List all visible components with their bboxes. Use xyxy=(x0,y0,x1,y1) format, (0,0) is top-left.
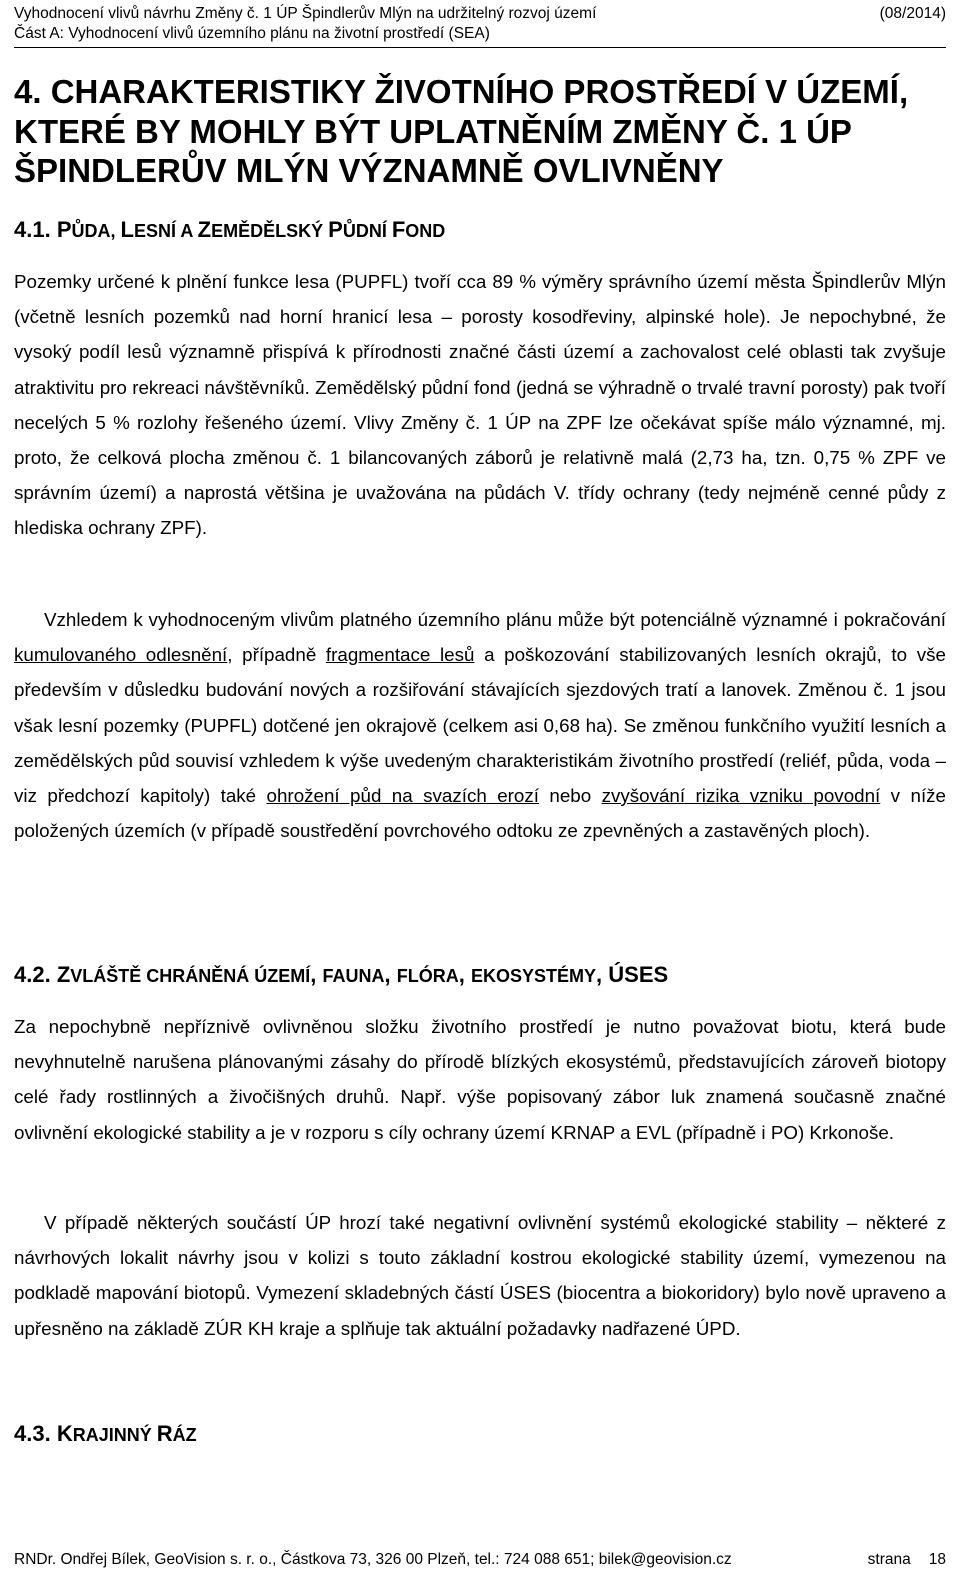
header-date: (08/2014) xyxy=(879,5,946,22)
footer-author-contact: RNDr. Ondřej Bílek, GeoVision s. r. o., Částkova 73, 326 00 Plzeň, tel.: 724 088 651; bilek@geovision.cz xyxy=(14,1551,732,1568)
paragraph-deforestation: Vzhledem k vyhodnoceným vlivům platného územního plánu může být potenciálně významné i pokračování kumulovaného odlesnění, případně fragmentace lesů a poškozování stabilizovaných lesních okrajů, to vše především v důsledku budování nových a rozšiřování stávajících sjezdových tratí a lanovek. Změnou č. 1 jsou však lesní pozemky (PUPFL) dotčené jen okrajově (celkem asi 0,68 ha). Se změnou funkčního využití lesních a zemědělských půd souvisí vzhledem k výše uvedeným charakteristikám životního prostředí (reliéf, půda, voda – viz předchozí kapitoly) také ohrožení půd na svazích erozí nebo zvyšování rizika vzniku povodní v níže položených územích (v případě soustředění povrchového odtoku ze zpevněných a zastavěných ploch). xyxy=(14,609,946,842)
section-heading-4-1: 4.1. PŮDA, LESNÍ A ZEMĚDĚLSKÝ PŮDNÍ FOND xyxy=(14,217,446,242)
page-header xyxy=(14,4,946,48)
underlined-term: ohrožení půd na svazích erozí xyxy=(266,785,539,807)
page-footer xyxy=(14,1550,946,1570)
paragraph-biota: Za nepochybně nepříznivě ovlivněnou složku životního prostředí je nutno považovat biotu, která bude nevyhnutelně narušena plánovanými zásahy do přírodě blízkých ekosystémů, představujících zároveň biotopy celé řady rostlinných a živočišných druhů. Např. výše popisovaný zábor luk znamená současně značné ovlivnění ekologické stability a je v rozporu s cíly ochrany území KRNAP a EVL (případně i PO) Krkonoše. xyxy=(14,1016,946,1143)
header-document-title: Vyhodnocení vlivů návrhu Změny č. 1 ÚP Špindlerův Mlýn na udržitelný rozvoj území xyxy=(14,5,597,22)
paragraph-uses: V případě některých součástí ÚP hrozí také negativní ovlivnění systémů ekologické stability – některé z návrhových lokalit návrhy jsou v kolizi s touto základní kostrou ekologické stability území, vymezenou na podkladě mapování biotopů. Vymezení skladebných částí ÚSES (biocentra a biokoridory) bylo nově upraveno a upřesněno na základě ZÚR KH kraje a splňuje tak aktuální požadavky nadřazené ÚPD. xyxy=(14,1212,946,1339)
underlined-term: kumulovaného odlesnění xyxy=(14,644,228,666)
underlined-term: zvyšování rizika vzniku povodní xyxy=(601,785,881,807)
page-number: strana 18 xyxy=(867,1551,946,1568)
section-heading-4-2: 4.2. ZVLÁŠTĚ CHRÁNĚNÁ ÚZEMÍ, FAUNA, FLÓRA, EKOSYSTÉMY, ÚSES xyxy=(14,962,669,987)
header-part-title: Část A: Vyhodnocení vlivů územního plánu na životní prostředí (SEA) xyxy=(14,25,490,42)
chapter-title: 4. CHARAKTERISTIKY ŽIVOTNÍHO PROSTŘEDÍ V ÚZEMÍ, KTERÉ BY MOHLY BÝT UPLATNĚNÍM ZMĚNY Č. 1 ÚP ŠPINDLERŮV MLÝN VÝZNAMNĚ OVLIVNĚNY xyxy=(14,73,909,189)
paragraph-forest-land: Pozemky určené k plnění funkce lesa (PUPFL) tvoří cca 89 % výměry správního území města Špindlerův Mlýn (včetně lesních pozemků nad horní hranicí lesa – porosty kosodřeviny, alpinské hole). Je nepochybné, že vysoký podíl lesů významně přispívá k přírodnosti značné části území a zachovalost celé oblasti tak zvyšuje atraktivitu pro rekreaci návštěvníků. Zemědělský půdní fond (jedná se výhradně o trvalé travní porosty) pak tvoří necelých 5 % rozlohy řešeného území. Vlivy Změny č. 1 ÚP na ZPF lze očekávat spíše málo významné, mj. proto, že celková plocha změnou č. 1 bilancovaných záborů je relativně malá (2,73 ha, tzn. 0,75 % ZPF ve správním území) a naprostá většina je uvažována na půdách V. třídy ochrany (tedy nejméně cenné půdy z hlediska ochrany ZPF). xyxy=(14,271,946,539)
section-heading-4-3: 4.3. KRAJINNÝ RÁZ xyxy=(14,1421,197,1446)
underlined-term: fragmentace lesů xyxy=(325,644,475,666)
